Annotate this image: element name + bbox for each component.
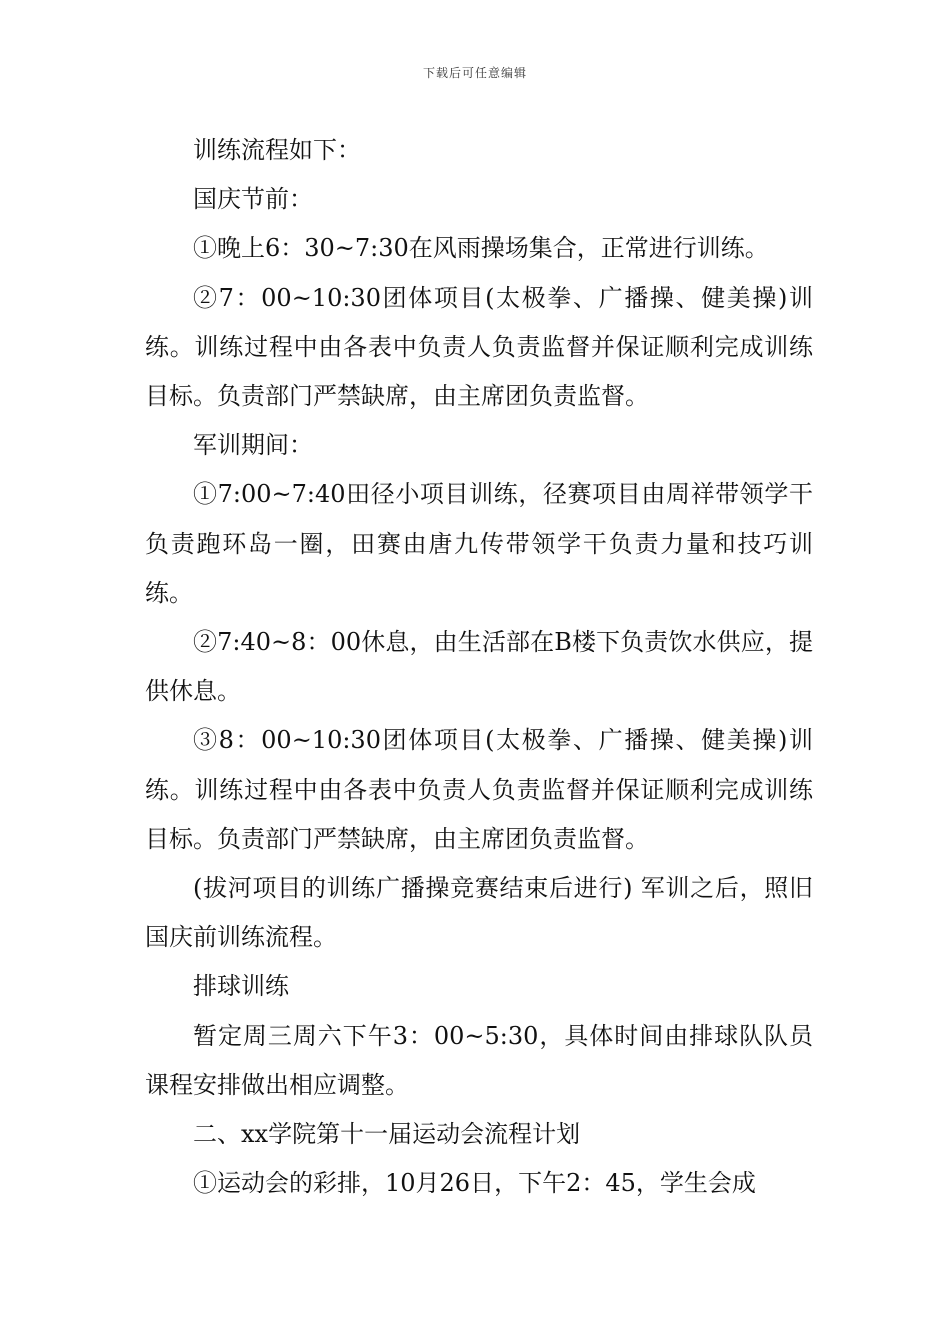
paragraph: 国庆节前： — [193, 185, 313, 214]
document-body — [145, 126, 813, 1208]
paragraph: ②7:40~8：00休息，由生活部在B楼下负责饮水供应，提供休息。 — [145, 628, 813, 706]
paragraph: 训练流程如下： — [193, 136, 361, 164]
paragraph: 军训期间： — [193, 431, 313, 460]
paragraph: 二、xx学院第十一届运动会流程计划 — [193, 1120, 581, 1149]
paragraph: (拔河项目的训练广播操竞赛结束后进行) 军训之后，照旧国庆前训练流程。 — [145, 874, 813, 952]
paragraph: ①7:00~7:40田径小项目训练，径赛项目由周祥带领学干负责跑环岛一圈，田赛由唐九传带领学干负责力量和技巧训练。 — [145, 480, 813, 607]
paragraph: ②7：00~10:30团体项目(太极拳、广播操、健美操)训练。训练过程中由各表中负责人负责监督并保证顺利完成训练目标。负责部门严禁缺席，由主席团负责监督。 — [145, 283, 813, 411]
paragraph: ①运动会的彩排，10月26日，下午2：45，学生会成 — [193, 1169, 756, 1198]
paragraph: 暂定周三周六下午3：00~5:30，具体时间由排球队队员课程安排做出相应调整。 — [145, 1021, 813, 1099]
paragraph: ①晚上6：30~7:30在风雨操场集合，正常进行训练。 — [193, 234, 769, 263]
page-header-note: 下载后可任意编辑 — [422, 66, 527, 80]
paragraph: ③8：00~10:30团体项目(太极拳、广播操、健美操)训练。训练过程中由各表中负责人负责监督并保证顺利完成训练目标。负责部门严禁缺席，由主席团负责监督。 — [145, 726, 813, 853]
paragraph: 排球训练 — [193, 972, 289, 1001]
